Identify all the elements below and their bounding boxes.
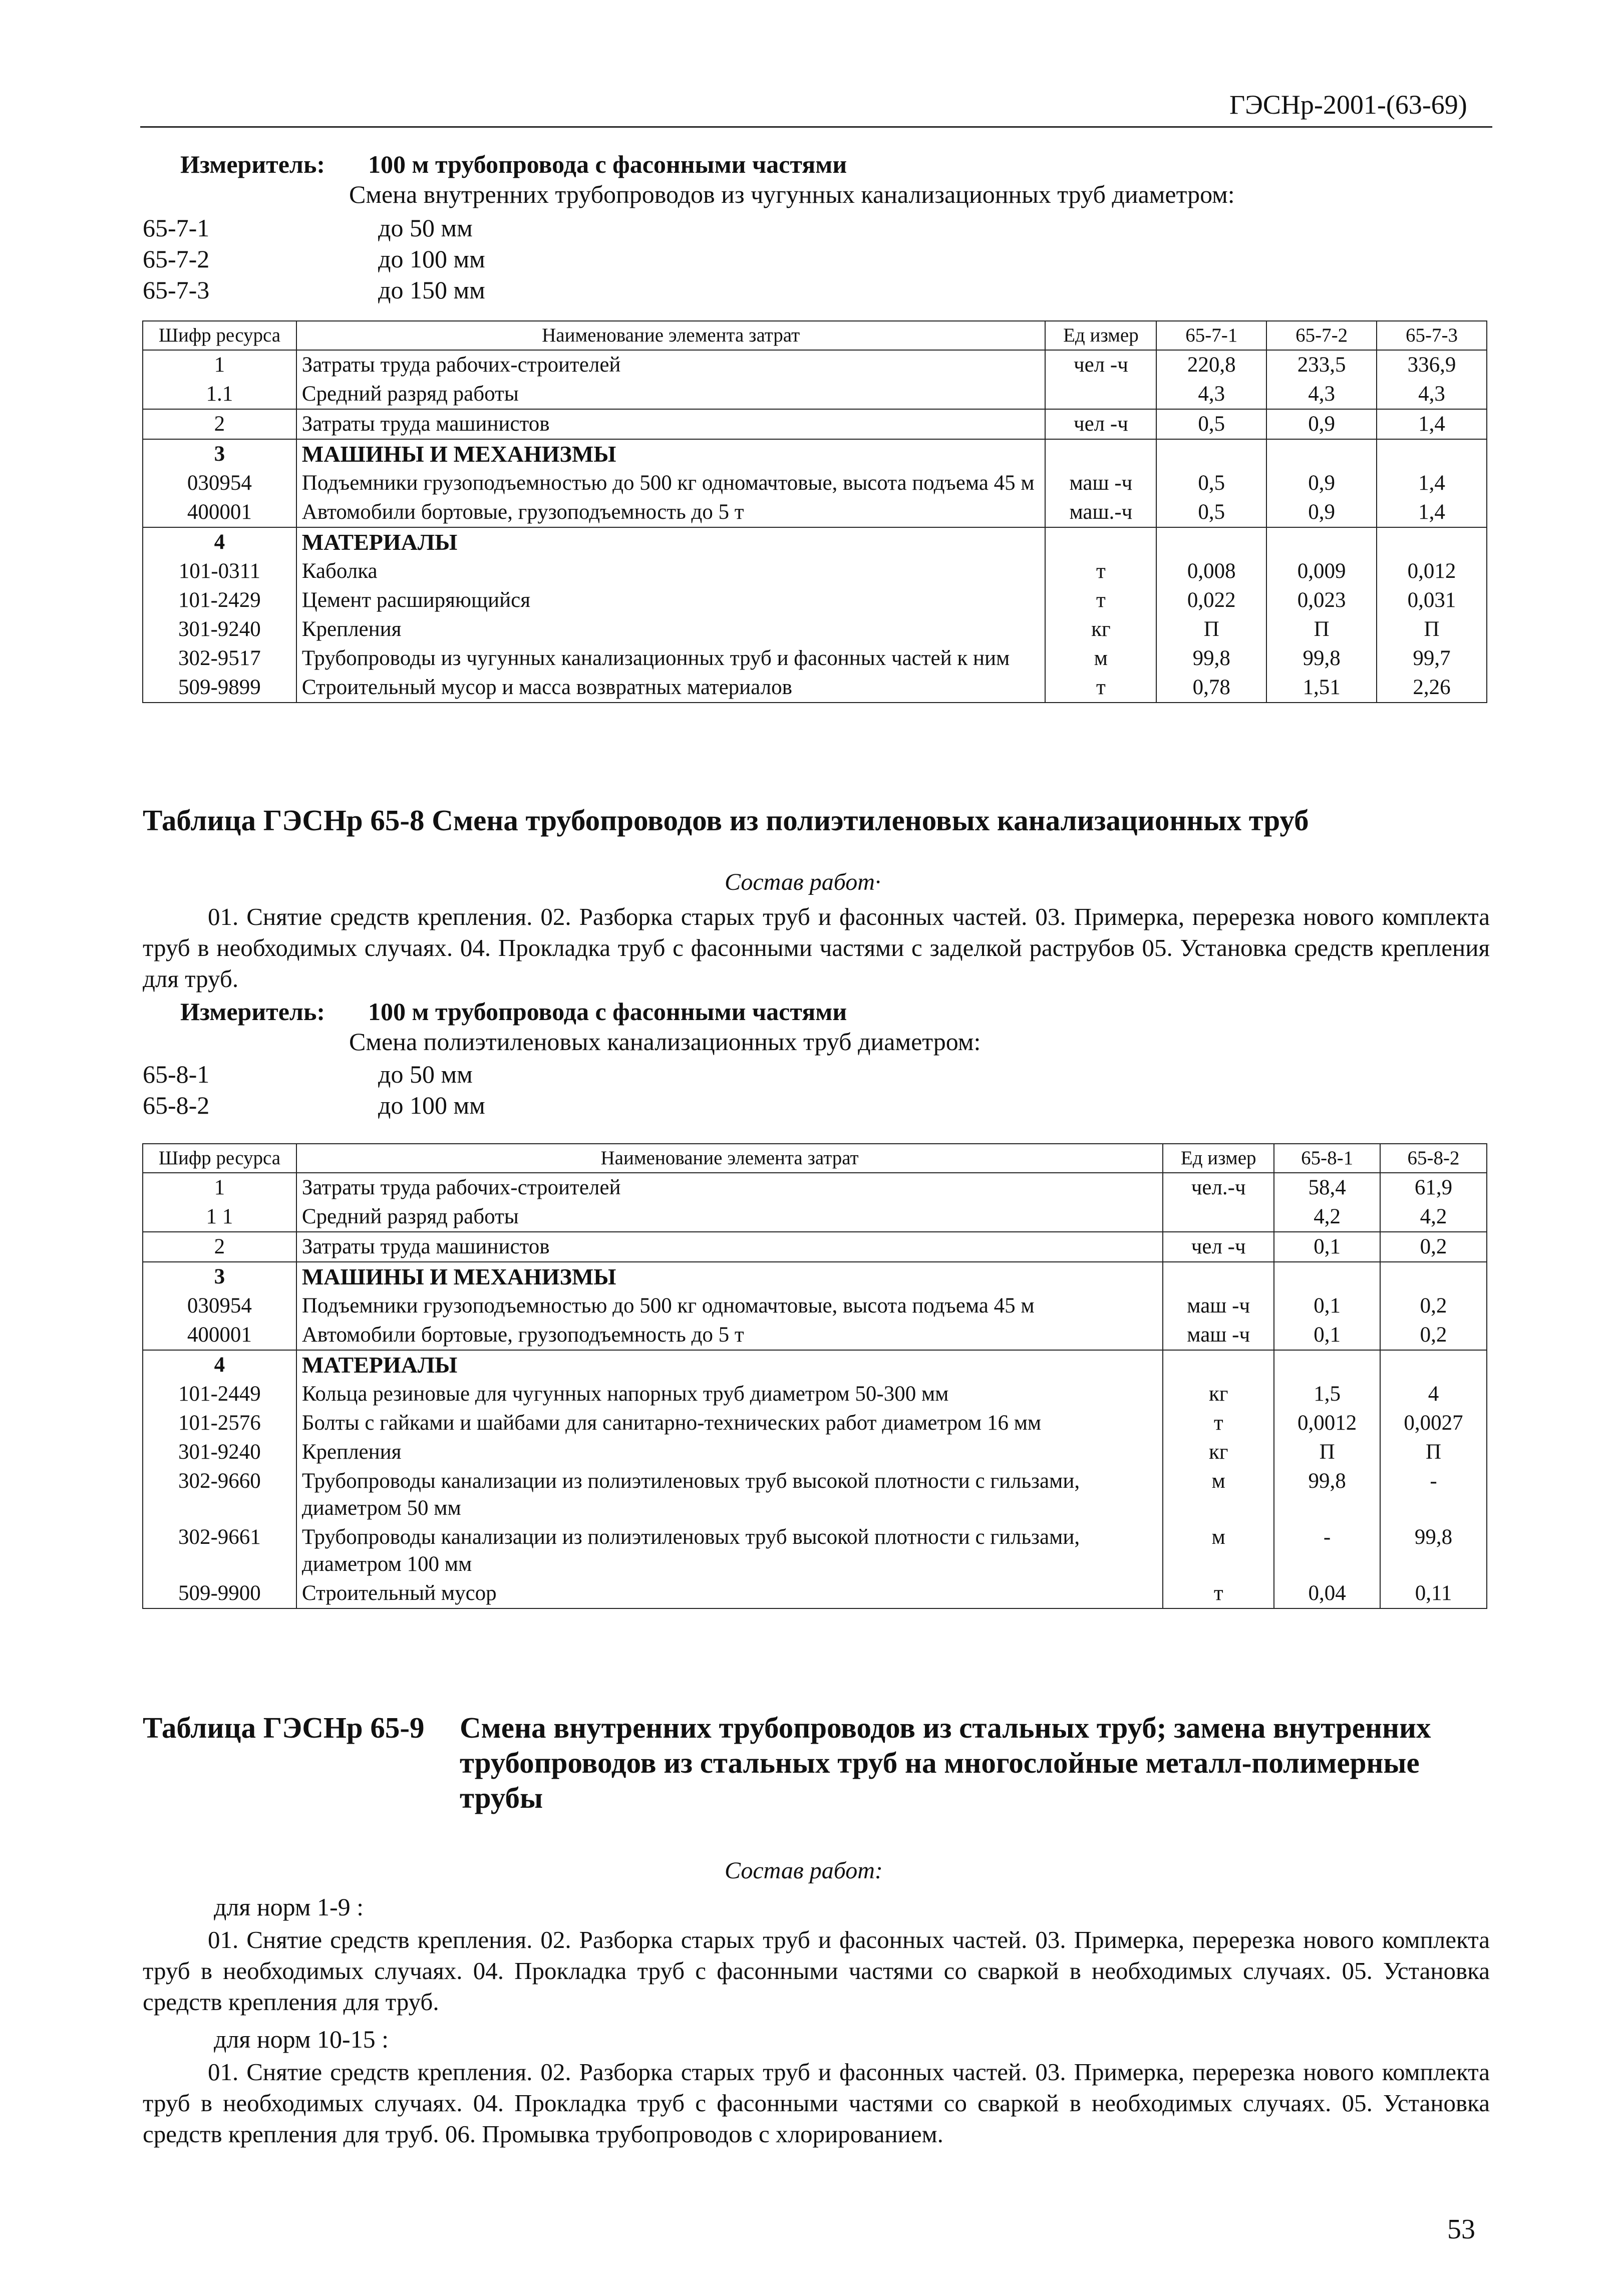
row-value: 99,8 <box>1380 1523 1487 1579</box>
row-name: Затраты труда рабочих-строителей <box>296 1173 1163 1202</box>
table-row <box>143 673 1487 703</box>
col-header-unit: Ед измер <box>1163 1144 1274 1173</box>
row-value <box>1266 527 1377 557</box>
norms-subtitle: Смена полиэтиленовых канализационных труб диаметром: <box>349 1028 981 1056</box>
row-value: 0,04 <box>1274 1579 1380 1608</box>
row-value: П <box>1266 615 1377 644</box>
row-value: 0,0027 <box>1380 1409 1487 1438</box>
row-value: 0,023 <box>1266 586 1377 615</box>
row-code: 3 <box>143 439 296 469</box>
row-value: 1,4 <box>1377 409 1487 439</box>
table-row <box>143 1173 1487 1202</box>
page-number: 53 <box>1447 2214 1475 2245</box>
col-header-norm: 65-8-1 <box>1274 1144 1380 1173</box>
row-value: 233,5 <box>1266 350 1377 380</box>
row-value <box>1377 439 1487 469</box>
norm-text: до 100 мм <box>378 1091 485 1119</box>
row-value: 61,9 <box>1380 1173 1487 1202</box>
row-name: Подъемники грузоподъемностью до 500 кг одномачтовые, высота подъема 45 м <box>296 469 1046 498</box>
col-header-norm: 65-8-2 <box>1380 1144 1487 1173</box>
header-divider <box>140 126 1492 128</box>
row-value: 0,9 <box>1266 498 1377 527</box>
table-title-65-8: Таблица ГЭСНр 65-8 Смена трубопроводов из полиэтиленовых канализационных труб <box>143 804 1309 837</box>
norms-subtitle: Смена внутренних трубопроводов из чугунных канализационных труб диаметром: <box>349 180 1235 208</box>
row-name: Подъемники грузоподъемностью до 500 кг одномачтовые, высота подъема 45 м <box>296 1291 1163 1321</box>
table-row <box>143 409 1487 439</box>
section-heading: МАТЕРИАЛЫ <box>296 527 1046 557</box>
row-value: 99,8 <box>1274 1467 1380 1523</box>
table-section-row <box>143 527 1487 557</box>
row-name: Каболка <box>296 557 1046 586</box>
row-value: 0,008 <box>1156 557 1266 586</box>
row-value: 336,9 <box>1377 350 1487 380</box>
row-value: 0,022 <box>1156 586 1266 615</box>
row-unit <box>1045 439 1156 469</box>
row-name: Строительный мусор и масса возвратных материалов <box>296 673 1046 703</box>
row-unit: т <box>1045 586 1156 615</box>
row-unit: чел -ч <box>1045 409 1156 439</box>
row-value: 0,1 <box>1274 1291 1380 1321</box>
row-value: 4,3 <box>1377 380 1487 409</box>
row-value: - <box>1380 1467 1487 1523</box>
row-code: 301-9240 <box>143 615 296 644</box>
row-value: П <box>1377 615 1487 644</box>
row-unit: чел -ч <box>1163 1232 1274 1262</box>
row-value <box>1274 1262 1380 1291</box>
table-row <box>143 380 1487 409</box>
col-header-name: Наименование элемента затрат <box>296 321 1046 350</box>
row-unit: кг <box>1045 615 1156 644</box>
table-row <box>143 350 1487 380</box>
row-name: Затраты труда машинистов <box>296 1232 1163 1262</box>
row-value: П <box>1156 615 1266 644</box>
table-section-row <box>143 1350 1487 1380</box>
section-heading: МАШИНЫ И МЕХАНИЗМЫ <box>296 439 1046 469</box>
row-unit: кг <box>1163 1438 1274 1467</box>
row-value: 0,009 <box>1266 557 1377 586</box>
row-value: П <box>1274 1438 1380 1467</box>
row-value: 2,26 <box>1377 673 1487 703</box>
row-unit <box>1163 1262 1274 1291</box>
table-section-row <box>143 1262 1487 1291</box>
section-heading: МАШИНЫ И МЕХАНИЗМЫ <box>296 1262 1163 1291</box>
measure-label: Измеритель: <box>180 998 326 1026</box>
work-composition-heading: Состав работ: <box>725 1857 883 1884</box>
row-value: 4,2 <box>1380 1202 1487 1232</box>
row-value: 1,5 <box>1274 1380 1380 1409</box>
row-code: 302-9661 <box>143 1523 296 1579</box>
col-header-unit: Ед измер <box>1045 321 1156 350</box>
row-value <box>1380 1262 1487 1291</box>
table-row <box>143 1321 1487 1350</box>
row-name: Болты с гайками и шайбами для санитарно-технических работ диаметром 16 мм <box>296 1409 1163 1438</box>
row-value <box>1380 1350 1487 1380</box>
row-name: Кольца резиновые для чугунных напорных труб диаметром 50-300 мм <box>296 1380 1163 1409</box>
row-value: 0,0012 <box>1274 1409 1380 1438</box>
work-composition-heading: Состав работ· <box>725 869 881 895</box>
row-value: 0,1 <box>1274 1232 1380 1262</box>
row-unit: чел -ч <box>1045 350 1156 380</box>
row-value: 99,8 <box>1156 644 1266 673</box>
row-code: 1 <box>143 350 296 380</box>
row-unit: т <box>1163 1579 1274 1608</box>
row-name: Автомобили бортовые, грузоподъемность до 5 т <box>296 1321 1163 1350</box>
table-row <box>143 1232 1487 1262</box>
row-value: 0,9 <box>1266 409 1377 439</box>
row-name: Строительный мусор <box>296 1579 1163 1608</box>
row-value: 1,51 <box>1266 673 1377 703</box>
row-code: 2 <box>143 1232 296 1262</box>
row-value: 1,4 <box>1377 469 1487 498</box>
row-unit: т <box>1045 673 1156 703</box>
row-value <box>1156 527 1266 557</box>
table-title-65-9: Смена внутренних трубопроводов из стальных труб; замена внутренних трубопроводов из стальных труб на многослойные металл-полимерные трубы <box>460 1711 1431 1814</box>
row-unit: т <box>1163 1409 1274 1438</box>
row-value: 0,5 <box>1156 409 1266 439</box>
row-unit <box>1045 527 1156 557</box>
row-name: Трубопроводы из чугунных канализационных труб и фасонных частей к ним <box>296 644 1046 673</box>
row-unit <box>1045 380 1156 409</box>
table-row <box>143 1523 1487 1579</box>
row-code: 1 1 <box>143 1202 296 1232</box>
row-value <box>1156 439 1266 469</box>
row-code: 101-2576 <box>143 1409 296 1438</box>
row-value: 58,4 <box>1274 1173 1380 1202</box>
row-value: 4,3 <box>1156 380 1266 409</box>
work-composition-text: 01. Снятие средств крепления. 02. Разборка старых труб и фасонных частей. 03. Примерка, перерезка нового комплекта труб в необходимых случаях. 04. Прокладка труб с фасонными частями со сваркой в необходимых случаях. 05. Установка средств крепления для труб. 06. Промывка трубопроводов с хлорированием. <box>143 2058 1490 2148</box>
col-header-norm: 65-7-2 <box>1266 321 1377 350</box>
table-section-row <box>143 439 1487 469</box>
row-code: 400001 <box>143 498 296 527</box>
norm-text: до 50 мм <box>378 214 473 242</box>
row-code: 3 <box>143 1262 296 1291</box>
row-value: П <box>1380 1438 1487 1467</box>
col-header-norm: 65-7-3 <box>1377 321 1487 350</box>
norm-group-label: для норм 1-9 : <box>214 1893 364 1921</box>
row-value: 0,1 <box>1274 1321 1380 1350</box>
row-code: 509-9900 <box>143 1579 296 1608</box>
row-value: 0,11 <box>1380 1579 1487 1608</box>
row-value <box>1266 439 1377 469</box>
row-value: 4,2 <box>1274 1202 1380 1232</box>
row-code: 030954 <box>143 1291 296 1321</box>
row-name: Цемент расширяющийся <box>296 586 1046 615</box>
col-header-name: Наименование элемента затрат <box>296 1144 1163 1173</box>
row-name: Трубопроводы канализации из полиэтиленовых труб высокой плотности с гильзами, диаметром 100 мм <box>296 1523 1163 1579</box>
table-row <box>143 1467 1487 1523</box>
row-name: Средний разряд работы <box>296 1202 1163 1232</box>
norm-text: до 150 мм <box>378 276 485 304</box>
row-code: 030954 <box>143 469 296 498</box>
row-name: Трубопроводы канализации из полиэтиленовых труб высокой плотности с гильзами, диаметром 50 мм <box>296 1467 1163 1523</box>
row-value: 0,9 <box>1266 469 1377 498</box>
row-value: 0,2 <box>1380 1321 1487 1350</box>
norm-code: 65-8-1 <box>143 1060 210 1088</box>
norm-code: 65-7-1 <box>143 214 210 242</box>
row-code: 302-9517 <box>143 644 296 673</box>
norm-code: 65-7-2 <box>143 245 210 273</box>
table-row <box>143 586 1487 615</box>
norm-code: 65-8-2 <box>143 1091 210 1119</box>
document-code: ГЭСНр-2001-(63-69) <box>1229 90 1467 120</box>
row-unit: т <box>1045 557 1156 586</box>
row-code: 301-9240 <box>143 1438 296 1467</box>
row-name: Крепления <box>296 1438 1163 1467</box>
row-unit <box>1163 1202 1274 1232</box>
work-composition-text: 01. Снятие средств крепления. 02. Разборка старых труб и фасонных частей. 03. Примерка, перерезка нового комплекта труб в необходимых случаях. 04. Прокладка труб с фасонными частями со сваркой в необходимых случаях. 05. Установка средств крепления для труб. <box>143 1926 1490 2016</box>
measure-label: Измеритель: <box>180 150 326 178</box>
table-row <box>143 615 1487 644</box>
table-row <box>143 1202 1487 1232</box>
work-composition-text: 01. Снятие средств крепления. 02. Разборка старых труб и фасонных частей. 03. Примерка, перерезка нового комплекта труб в необходимых случаях. 04. Прокладка труб с фасонными частями с заделкой раструбов 05. Установка средств крепления для труб. <box>143 903 1490 993</box>
table-title-65-9-prefix: Таблица ГЭСНр 65-9 <box>143 1711 425 1744</box>
row-code: 400001 <box>143 1321 296 1350</box>
row-value: - <box>1274 1523 1380 1579</box>
row-code: 302-9660 <box>143 1467 296 1523</box>
table-row <box>143 469 1487 498</box>
row-code: 101-0311 <box>143 557 296 586</box>
row-code: 101-2429 <box>143 586 296 615</box>
table-row <box>143 1380 1487 1409</box>
row-value: 99,8 <box>1266 644 1377 673</box>
row-value: 0,2 <box>1380 1232 1487 1262</box>
row-value: 0,031 <box>1377 586 1487 615</box>
row-code: 509-9899 <box>143 673 296 703</box>
norm-code: 65-7-3 <box>143 276 210 304</box>
table-row <box>143 1579 1487 1608</box>
row-name: Средний разряд работы <box>296 380 1046 409</box>
row-value: 4 <box>1380 1380 1487 1409</box>
row-unit <box>1163 1350 1274 1380</box>
row-unit: кг <box>1163 1380 1274 1409</box>
norm-text: до 100 мм <box>378 245 485 273</box>
row-unit: маш -ч <box>1045 469 1156 498</box>
col-header-code: Шифр ресурса <box>143 321 296 350</box>
row-value: 0,5 <box>1156 469 1266 498</box>
row-unit: маш -ч <box>1163 1321 1274 1350</box>
row-value: 0,5 <box>1156 498 1266 527</box>
table-row <box>143 1409 1487 1438</box>
row-unit: м <box>1163 1467 1274 1523</box>
row-code: 2 <box>143 409 296 439</box>
row-name: Крепления <box>296 615 1046 644</box>
table-header-row <box>143 321 1487 350</box>
row-code: 4 <box>143 527 296 557</box>
table-row <box>143 557 1487 586</box>
table-row <box>143 1438 1487 1467</box>
row-unit: м <box>1045 644 1156 673</box>
row-value: 0,78 <box>1156 673 1266 703</box>
col-header-norm: 65-7-1 <box>1156 321 1266 350</box>
measure-value: 100 м трубопровода с фасонными частями <box>368 998 847 1026</box>
row-name: Затраты труда рабочих-строителей <box>296 350 1046 380</box>
table-row <box>143 644 1487 673</box>
row-unit: маш.-ч <box>1045 498 1156 527</box>
row-code: 101-2449 <box>143 1380 296 1409</box>
table-row <box>143 498 1487 527</box>
measure-value: 100 м трубопровода с фасонными частями <box>368 150 847 178</box>
row-value: 220,8 <box>1156 350 1266 380</box>
row-value: 0,2 <box>1380 1291 1487 1321</box>
row-code: 4 <box>143 1350 296 1380</box>
table-header-row <box>143 1144 1487 1173</box>
table-row <box>143 1291 1487 1321</box>
row-unit: м <box>1163 1523 1274 1579</box>
row-name: Автомобили бортовые, грузоподъемность до 5 т <box>296 498 1046 527</box>
col-header-code: Шифр ресурса <box>143 1144 296 1173</box>
row-value: 99,7 <box>1377 644 1487 673</box>
row-value <box>1274 1350 1380 1380</box>
row-unit: маш -ч <box>1163 1291 1274 1321</box>
norm-text: до 50 мм <box>378 1060 473 1088</box>
row-value: 1,4 <box>1377 498 1487 527</box>
row-value: 4,3 <box>1266 380 1377 409</box>
row-code: 1.1 <box>143 380 296 409</box>
row-value: 0,012 <box>1377 557 1487 586</box>
row-code: 1 <box>143 1173 296 1202</box>
resource-table-65-7 <box>142 320 1487 703</box>
resource-table-65-8 <box>142 1143 1487 1609</box>
row-name: Затраты труда машинистов <box>296 409 1046 439</box>
row-unit: чел.-ч <box>1163 1173 1274 1202</box>
section-heading: МАТЕРИАЛЫ <box>296 1350 1163 1380</box>
row-value <box>1377 527 1487 557</box>
norm-group-label: для норм 10-15 : <box>214 2025 389 2053</box>
